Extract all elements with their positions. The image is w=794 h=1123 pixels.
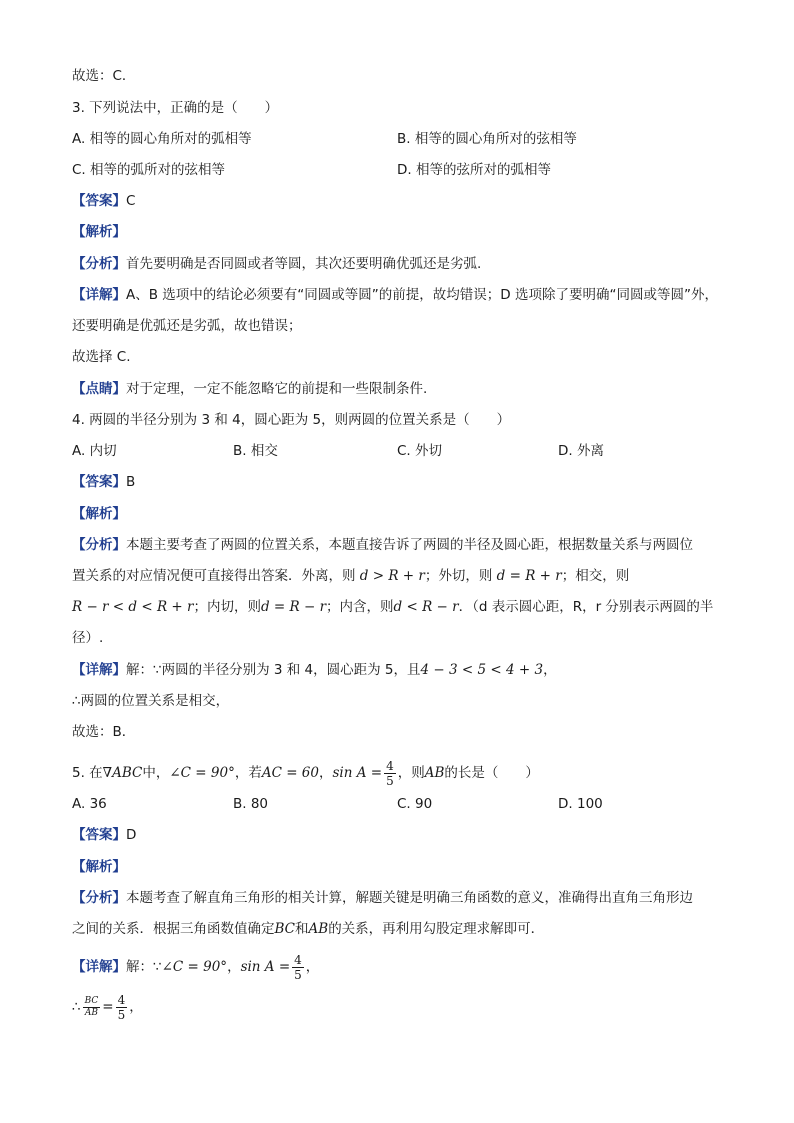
formula-intersect: R − r < d < R + r [72,599,194,615]
q4-analysis-line-4: 径）. [72,630,104,646]
q5-answer-line [72,825,136,845]
side-ac: AC = 60 [261,765,319,781]
q5-stem-i: ，则 [397,765,425,781]
answer-tag: 【答案】 [72,193,126,209]
q3-detail-line-2: 还要明确是优弧还是劣弧，故也错误； [72,318,302,334]
q5-analysis-2e: 的关系，再利用勾股定理求解即可． [328,921,545,937]
sin-a: sin A = [332,765,383,781]
side-ab: AB [308,921,329,937]
q5-stem-a: 5. 在 [72,765,103,781]
analysis-header-tag: 【解析】 [72,224,126,240]
q5-option-c: C. 90 [397,796,433,812]
point-tag: 【点睛】 [72,381,126,397]
q5-stem-e: ，若 [234,765,262,781]
fraction-numerator: BC [84,995,99,1006]
formula-external: d > R + r [359,568,425,584]
q4-analysis-2a: 置关系的对应情况便可直接得出答案．外离，则 [72,568,360,584]
q5-option-a: A. 36 [72,796,107,812]
q4-option-c: C. 外切 [397,443,443,459]
q3-option-c: C. 相等的弧所对的弦相等 [72,162,226,178]
q4-answer: B [126,474,136,490]
formula-tangent-int: d = R − r [260,599,327,615]
question-4-stem: 4. 两圆的半径分别为 3 和 4，圆心距为 5，则两圆的位置关系是（ ） [72,412,511,428]
q5-analysis-2c: 和 [295,921,309,937]
formula-tangent-ext: d = R + r [496,568,562,584]
q4-analysis-line-2 [72,566,629,586]
q4-answer-line [72,472,135,492]
q4-analysis-text-1: 本题主要考查了两圆的位置关系，本题直接告诉了两圆的半径及圆心距，根据数量关系与两圆位 [126,537,693,553]
fraction-four-fifths [384,759,396,788]
fraction-bc-ab [83,996,101,1019]
fraction-four-fifths [292,953,304,982]
answer-tag: 【答案】 [72,474,126,490]
q5-analysis-line-2 [72,919,544,939]
fraction-denominator: 5 [386,773,394,788]
q5-analysis-line-1 [72,888,693,908]
fraction-numerator: 4 [294,952,302,967]
q3-choose-line: 故选择 C. [72,349,131,365]
fraction-four-fifths [116,993,128,1022]
analysis-header-tag: 【解析】 [72,859,126,875]
q4-analysis-line-3 [72,597,713,617]
q4-analysis-3b: ；内切，则 [193,599,261,615]
question-5-stem [72,756,539,790]
sin-a: sin A = [240,959,291,975]
q3-answer: C [126,193,136,209]
detail-tag: 【详解】 [72,662,126,678]
q4-analysis-2e: ；相交，则 [561,568,630,584]
side-ab: AB [424,765,445,781]
q5-stem-c: 中， [142,765,170,781]
q5-answer: D [126,827,137,843]
equals-sign: = [102,999,114,1015]
q3-detail-text-1: A、B 选项中的结论必须要有“同圆或等圆”的前提，故均错误；D 选项除了要明确“同圆或等圆”外， [126,287,718,303]
q4-analysis-header [72,504,126,524]
q4-option-a: A. 内切 [72,443,117,459]
fraction-denominator: AB [84,1007,98,1018]
q3-answer-line [72,191,135,211]
q4-analysis-line-1 [72,535,693,555]
detail-tag: 【详解】 [72,287,126,303]
q4-detail-line-1 [72,660,557,680]
q4-detail-1a: 解：∵两圆的半径分别为 3 和 4，圆心距为 5，且 [126,662,421,678]
q5-stem-k: 的长是（ ） [444,765,539,781]
q3-option-b: B. 相等的圆心角所对的弦相等 [397,131,577,147]
q3-detail-line-1 [72,285,718,305]
q5-detail-1c: ， [227,959,241,975]
q3-analysis-text: 首先要明确是否同圆或者等圆，其次还要明确优弧还是劣弧. [126,256,482,272]
q3-analysis-header [72,222,126,242]
analysis-header-tag: 【解析】 [72,506,126,522]
q5-analysis-text-1: 本题考查了解直角三角形的相关计算，解题关键是明确三角函数的意义，准确得出直角三角形边 [126,890,693,906]
q5-option-b: B. 80 [233,796,269,812]
q3-option-d: D. 相等的弦所对的弧相等 [397,162,551,178]
detail-tag: 【详解】 [72,959,126,975]
q5-detail-1e: ， [305,959,320,975]
q4-detail-1c: ， [543,662,557,678]
q5-detail-2c: ， [129,999,143,1015]
therefore-symbol: ∴ [72,999,81,1015]
analysis-tag: 【分析】 [72,256,126,272]
analysis-tag: 【分析】 [72,537,126,553]
q4-analysis-3f: ．（d 表示圆心距，R，r 分别表示两圆的半 [458,599,714,615]
text-line: 故选：C． [72,68,136,84]
q5-analysis-header [72,857,126,877]
formula-inequality: 4 − 3 < 5 < 4 + 3 [420,662,544,678]
q4-analysis-3d: ；内含，则 [326,599,394,615]
formula-contain: d < R − r [393,599,459,615]
fraction-denominator: 5 [117,1007,126,1022]
fraction-numerator: 4 [117,992,126,1007]
q4-choose-line: 故选：B． [72,724,136,740]
angle-c: ∠C = 90° [169,765,235,781]
question-3-stem: 3. 下列说法中，正确的是（ ） [72,100,279,116]
q5-stem-g: ， [318,765,333,781]
q4-analysis-2c: ；外切，则 [424,568,497,584]
q3-analysis-line [72,254,481,274]
triangle-abc: ∇ABC [102,765,143,781]
fraction-denominator: 5 [294,967,302,982]
q5-detail-1a: 解：∵ [126,959,162,975]
q4-option-d: D. 外离 [558,443,604,459]
analysis-tag: 【分析】 [72,890,126,906]
side-bc: BC [274,921,296,937]
q4-option-b: B. 相交 [233,443,278,459]
q5-analysis-2a: 之间的关系．根据三角函数值确定 [72,921,275,937]
q3-point-line [72,379,427,399]
fraction-numerator: 4 [386,758,394,773]
q3-point-text: 对于定理，一定不能忽略它的前提和一些限制条件. [126,381,428,397]
answer-tag: 【答案】 [72,827,126,843]
q5-option-d: D. 100 [558,796,603,812]
q5-detail-line-2 [72,990,143,1024]
angle-c: ∠C = 90° [161,959,228,975]
q3-option-a: A. 相等的圆心角所对的弧相等 [72,131,252,147]
q4-detail-line-2: ∴两圆的位置关系是相交， [72,693,230,709]
q5-detail-line-1 [72,950,319,984]
